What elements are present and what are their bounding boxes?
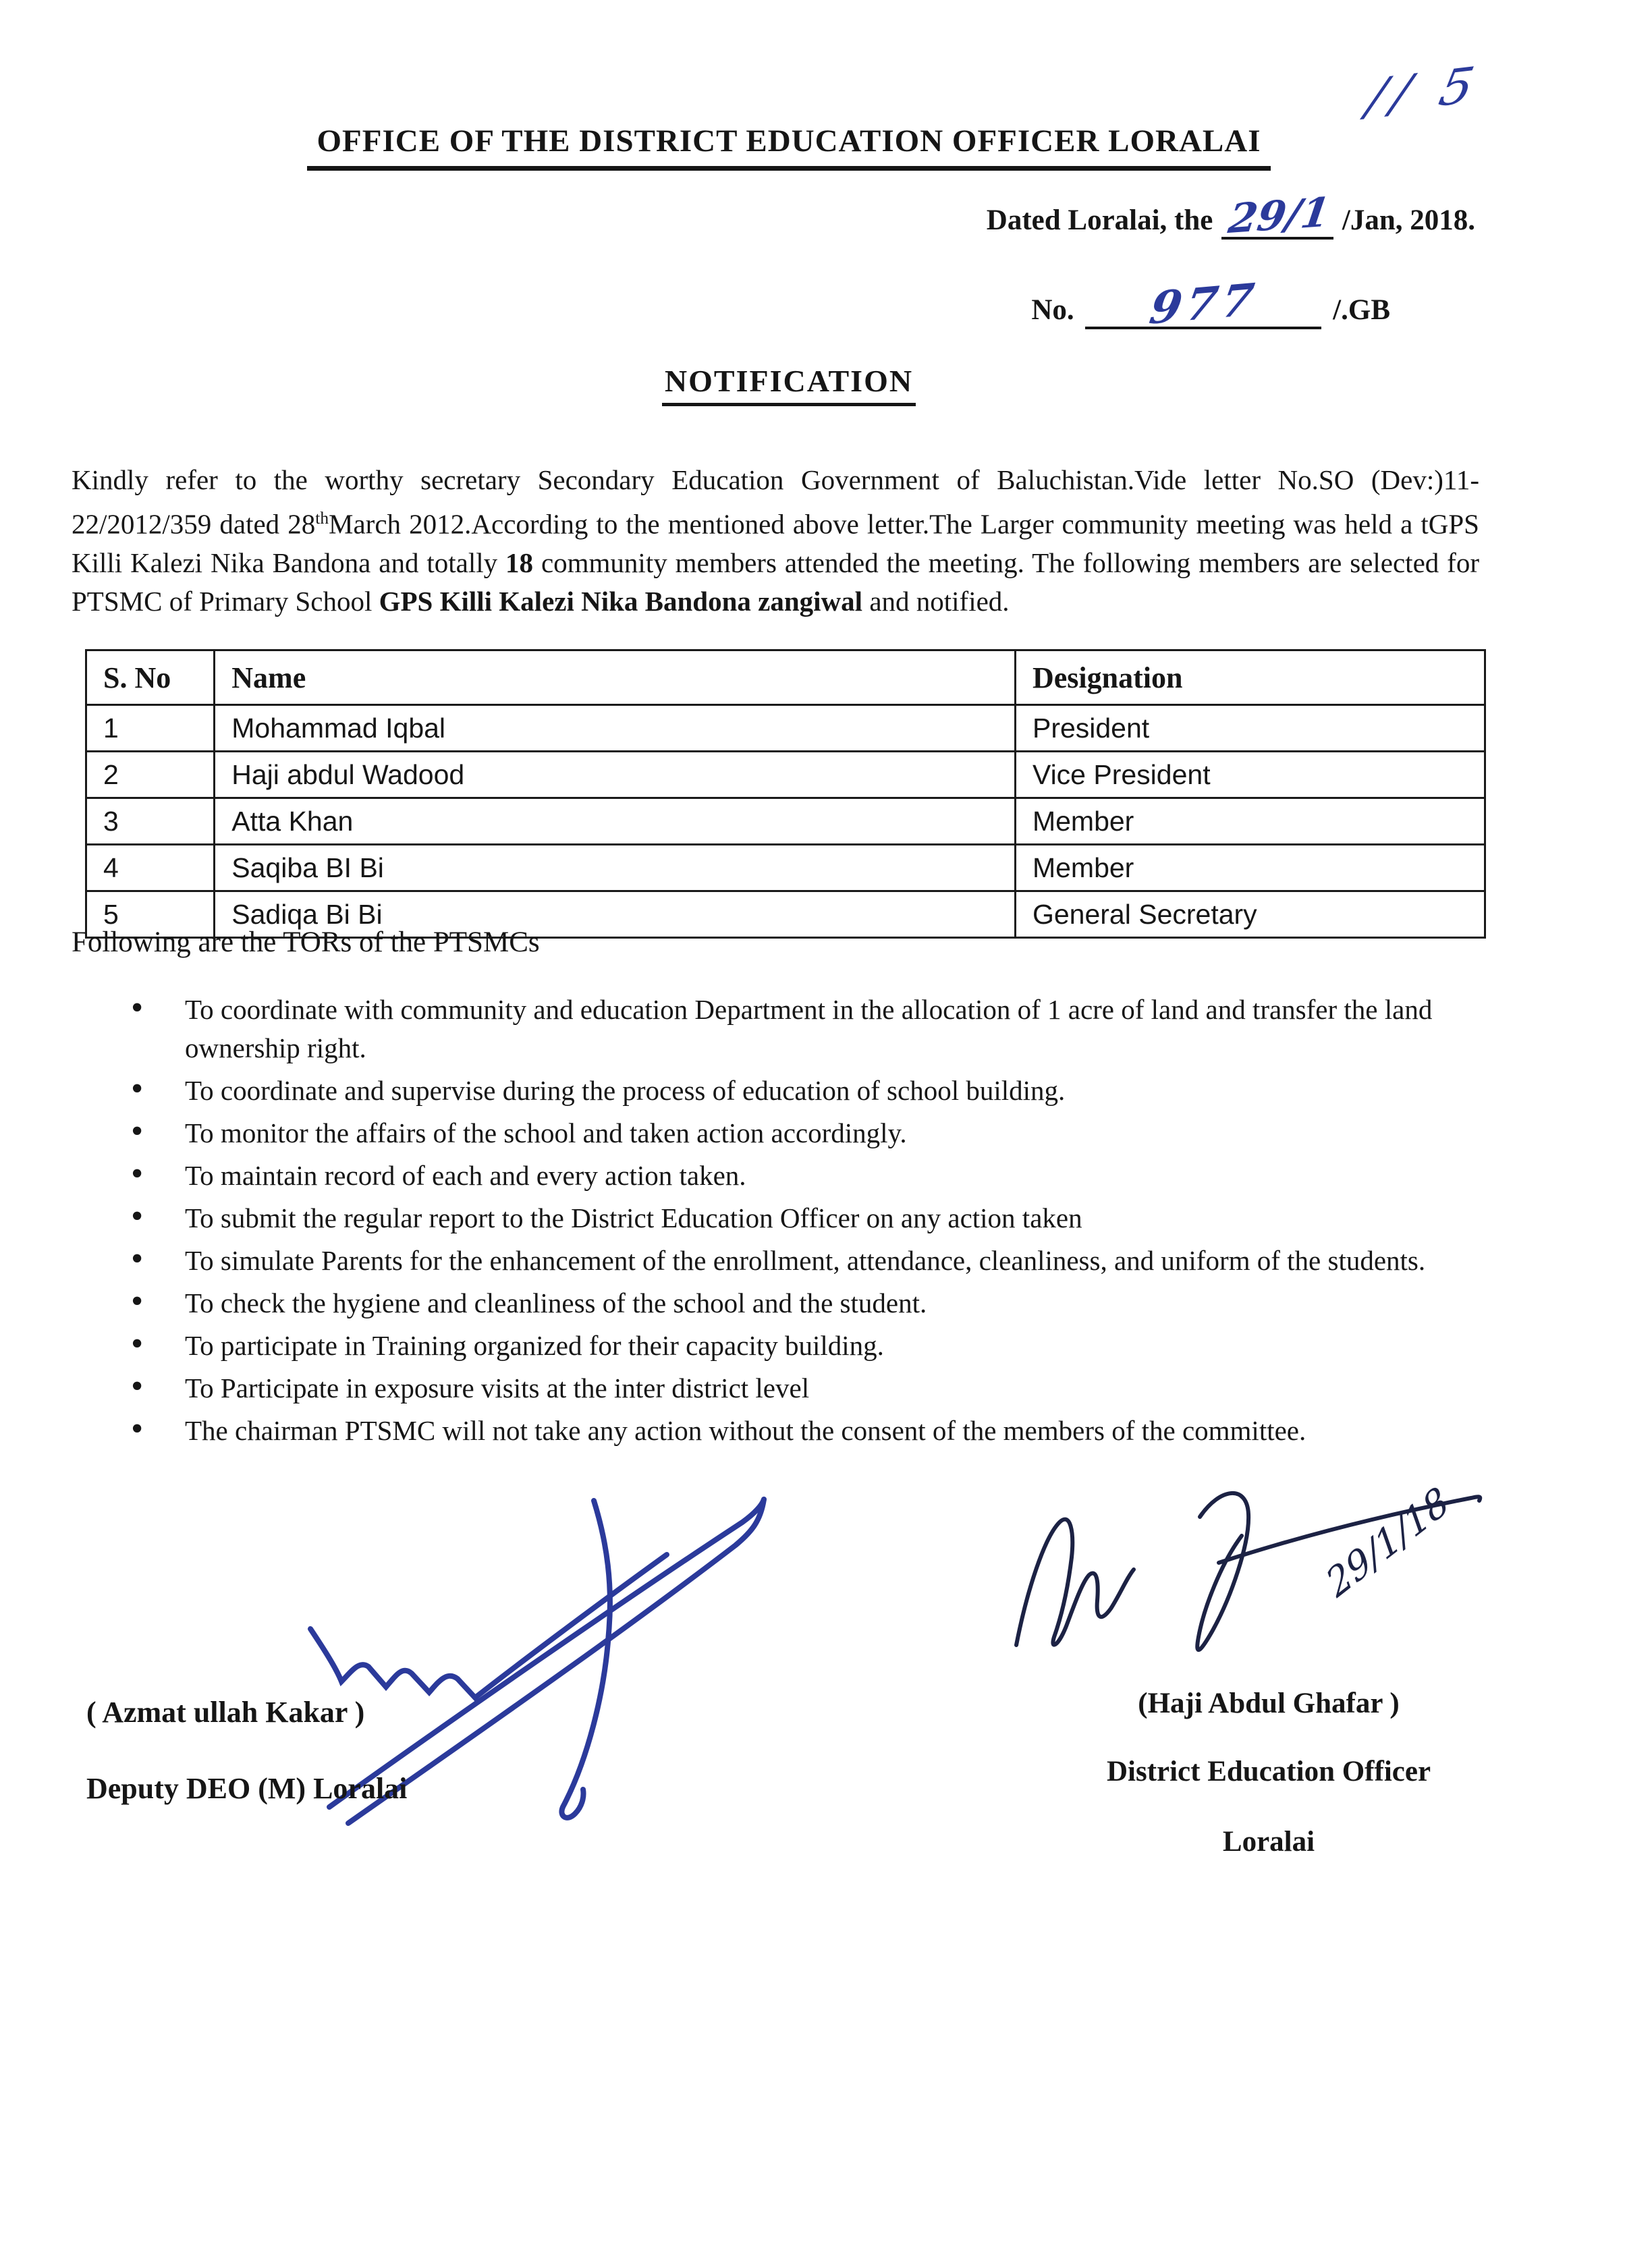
header-designation: Designation — [1015, 650, 1485, 705]
tor-item: • To coordinate with community and education Department in the allocation of 1 acre of land and transfer the land ownership right. — [72, 991, 1482, 1067]
tor-item: • The chairman PTSMC will not take any action without the consent of the members of the committee. — [72, 1412, 1482, 1450]
members-table — [85, 649, 1486, 939]
number-blank-underline — [1085, 273, 1321, 335]
signatory-right-title: District Education Officer — [1106, 1756, 1431, 1787]
notification-heading-text: NOTIFICATION — [662, 363, 916, 406]
notification-heading — [0, 363, 1578, 406]
handwritten-number: 977 — [1145, 273, 1261, 335]
tor-item: • To simulate Parents for the enhancement of the enrollment, attendance, cleanliness, and uniform of the students. — [72, 1242, 1482, 1280]
table-row — [86, 845, 1485, 891]
table-row — [86, 752, 1485, 798]
signatory-left-title: Deputy DEO (M) Loralai — [86, 1772, 408, 1805]
cell-designation: Member — [1015, 798, 1485, 845]
cell-sno: 5 — [86, 891, 215, 938]
header-sno: S. No — [86, 650, 215, 705]
table-row — [86, 798, 1485, 845]
signatory-right-name: (Haji Abdul Ghafar ) — [1138, 1688, 1400, 1719]
cell-designation: Vice President — [1015, 752, 1485, 798]
tor-item: • To check the hygiene and cleanliness of the school and the student. — [72, 1284, 1482, 1323]
number-line — [1031, 273, 1390, 335]
handwritten-date: 29/1 — [1225, 188, 1333, 244]
cell-sno: 1 — [86, 705, 215, 752]
date-prefix: Dated Loralai, the — [986, 204, 1213, 236]
tor-item: • To Participate in exposure visits at the inter district level — [72, 1369, 1482, 1408]
cell-designation: President — [1015, 705, 1485, 752]
cell-name: Saqiba BI Bi — [215, 845, 1016, 891]
cell-name: Haji abdul Wadood — [215, 752, 1016, 798]
number-suffix: /.GB — [1333, 294, 1390, 326]
signatory-right — [1026, 1687, 1512, 1858]
tor-item: • To submit the regular report to the District Education Officer on any action taken — [72, 1199, 1482, 1238]
handwritten-corner-mark: // 5 — [1362, 55, 1486, 127]
office-title-text: OFFICE OF THE DISTRICT EDUCATION OFFICER LORALAI — [307, 123, 1270, 171]
office-title — [0, 123, 1578, 171]
cell-sno: 3 — [86, 798, 215, 845]
notification-body: Kindly refer to the worthy secretary Secondary Education Government of Baluchistan.Vide letter No.SO (Dev:)11-22/2012/359 dated 28thMarch 2012.According to the mentioned above letter.The Larger community meeting was held a tGPS Killi Kalezi Nika Bandona and totally 18 community members attended the meeting. The following members are selected for PTSMC of Primary School GPS Killi Kalezi Nika Bandona zangiwal and notified. — [72, 464, 1479, 617]
tor-item: • To maintain record of each and every action taken. — [72, 1157, 1482, 1195]
cell-name: Atta Khan — [215, 798, 1016, 845]
date-blank-underline — [1221, 188, 1333, 244]
number-label: No. — [1031, 294, 1074, 326]
cell-sno: 2 — [86, 752, 215, 798]
tor-item: • To participate in Training organized for their capacity building. — [72, 1327, 1482, 1365]
cell-sno: 4 — [86, 845, 215, 891]
date-suffix: /Jan, 2018. — [1342, 204, 1475, 236]
handwritten-signature-date: 29/1/18 — [1319, 1478, 1457, 1607]
tor-item: • To coordinate and supervise during the process of education of school building. — [72, 1072, 1482, 1110]
table-header-row — [86, 650, 1485, 705]
cell-name: Mohammad Iqbal — [215, 705, 1016, 752]
signatory-left-name: ( Azmat ullah Kakar ) — [86, 1696, 365, 1729]
cell-designation: Member — [1015, 845, 1485, 891]
cell-designation: General Secretary — [1015, 891, 1485, 938]
signatory-right-location: Loralai — [1222, 1826, 1315, 1858]
signatory-left — [86, 1695, 407, 1806]
table-row — [86, 705, 1485, 752]
cell-name: Sadiqa Bi Bi — [215, 891, 1016, 938]
tors-list — [72, 991, 1482, 1454]
tor-item: • To monitor the affairs of the school and taken action accordingly. — [72, 1114, 1482, 1152]
header-name: Name — [215, 650, 1016, 705]
tors-intro: Following are the TORs of the PTSMCs — [72, 926, 540, 958]
date-line — [986, 188, 1475, 244]
